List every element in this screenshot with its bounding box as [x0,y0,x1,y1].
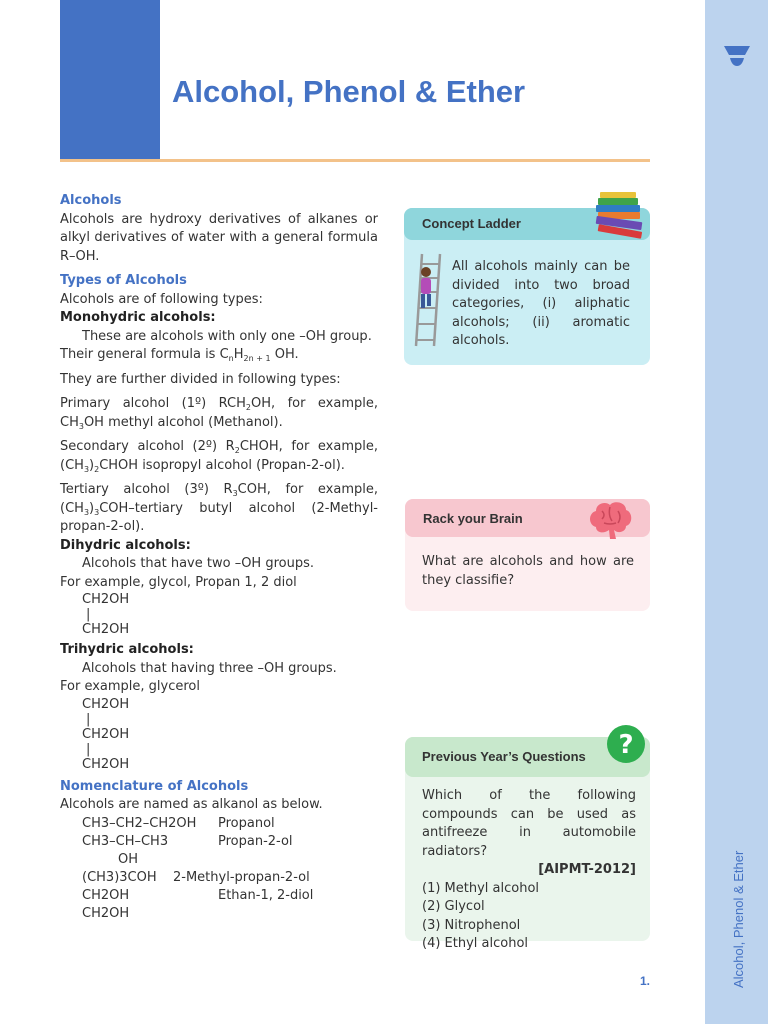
main-column [60,192,378,923]
alcohols-definition: Alcohols are hydroxy derivatives of alkanes or alkyl derivatives of water with a general formula R–OH. [60,211,378,264]
nomenclature-table [60,815,378,923]
glycol-formula: CH2OH | CH2OH [82,592,130,637]
nomenclature-row: OH [118,851,139,867]
title-divider [60,159,650,162]
pyq-option: (3) Nitrophenol [422,917,521,933]
monohydric-formula: Their general formula is $C_nH_{2n + 1}$ OH. [60,347,299,363]
nomenclature-row: CH2OH Ethan-1, 2-diol [82,887,314,903]
side-chapter-label: Alcohol, Phenol & Ether [731,850,746,988]
pyq-title: Previous Year’s Questions [405,737,650,777]
brain-icon [586,497,634,541]
dihydric-example: For example, glycol, Propan 1, 2 diol [60,574,297,590]
header-blue-block [60,0,160,160]
pyq-question: Which of the following compounds can be used as antifreeze in automobile radiators? [422,788,636,859]
nomenclature-row: CH3–CH2–CH2OH Propanol [82,815,275,831]
pyq-option: (2) Glycol [422,899,485,914]
primary-alcohol-text: Primary alcohol (1º) $RCH_2OH$, for example, $CH_3OH$ methyl alcohol (Methanol). [60,396,378,431]
section-heading-types: Types of Alcohols [60,273,187,288]
concept-ladder-text: All alcohols mainly can be divided into two broad categories, (i) aliphatic alcohols; (ii) aromatic alcohols. [452,259,630,348]
further-divided-text: They are further divided in following types: [60,371,341,387]
tertiary-alcohol-text: Tertiary alcohol (3º) $R_3COH$, for example, $(CH_3)_3COH$–tertiary butyl alcohol (2-Methyl-propan-2-ol). [60,482,378,534]
pyq-option: (4) Ethyl alcohol [422,936,529,951]
dihydric-heading: Dihydric alcohols: [60,537,191,553]
page-number: 1. [640,974,651,988]
monohydric-text: These are alcohols with only one –OH group. [82,328,372,344]
section-heading-nomenclature: Nomenclature of Alcohols [60,778,249,794]
trihydric-heading: Trihydric alcohols: [60,642,194,657]
svg-text:?: ? [618,730,634,760]
dihydric-text: Alcohols that have two –OH groups. [82,556,314,571]
question-mark-icon [606,724,646,764]
monohydric-heading: Monohydric alcohols: [60,310,216,325]
nomenclature-row: (CH3)3COH 2-Methyl-propan-2-ol [82,869,310,885]
books-icon [592,190,648,242]
trihydric-text: Alcohols that having three –OH groups. [82,660,337,676]
previous-year-questions-box [405,737,650,951]
trihydric-example: For example, glycerol [60,679,200,694]
types-intro: Alcohols are of following types: [60,291,263,307]
nomenclature-intro: Alcohols are named as alkanol as below. [60,797,323,812]
rack-your-brain-text: What are alcohols and how are they classifie? [422,554,634,588]
pyq-source: [AIPMT-2012] [538,862,636,877]
cup-logo-icon [723,44,751,72]
section-heading-alcohols: Alcohols [60,193,122,208]
secondary-alcohol-text: Secondary alcohol (2º) $R_2CHOH$, for example, $(CH_3)_2CHOH$ isopropyl alcohol (Propan-2-ol). [60,439,378,474]
glycerol-formula: CH2OH | CH2OH | CH2OH [82,696,130,772]
concept-ladder-title: Concept Ladder [404,208,650,240]
nomenclature-row: CH2OH [82,905,130,921]
ladder-icon [412,252,444,348]
pyq-body [422,787,636,954]
rack-your-brain-title: Rack your Brain [405,499,650,537]
pyq-option: (1) Methyl alcohol [422,880,540,896]
page-title: Alcohol, Phenol & Ether [172,74,526,109]
nomenclature-row: CH3–CH–CH3 Propan-2-ol [82,833,293,849]
